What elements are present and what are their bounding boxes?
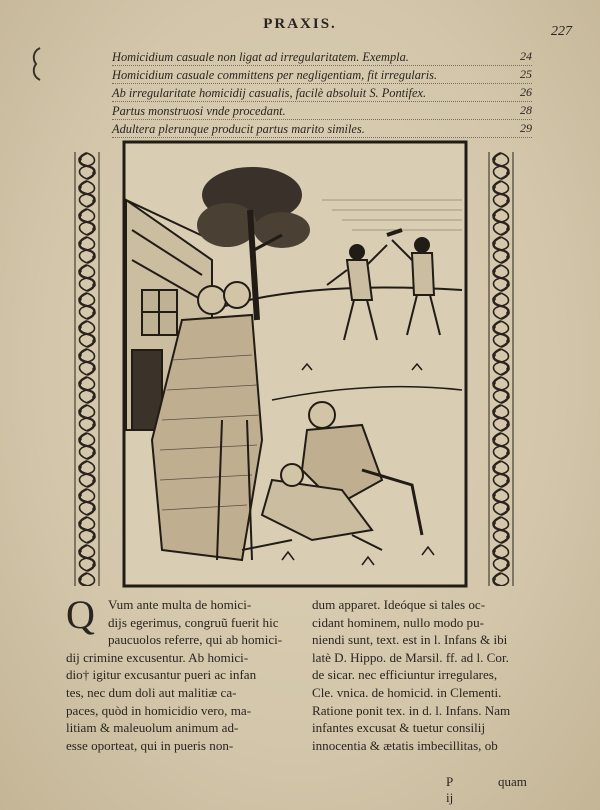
summary-page: 26	[520, 85, 532, 99]
text-line: dij crimine excusentur. Ab homici-	[66, 649, 249, 665]
ornamental-border-right	[488, 152, 514, 586]
summary-page: 25	[520, 67, 532, 81]
text-line: esse oporteat, qui in pueris non-	[66, 737, 234, 753]
text-line: paucuolos referre, qui ab homici-	[108, 632, 283, 648]
text-line: tes, nec dum doli aut malitiæ ca-	[66, 684, 237, 700]
text-line: cidant hominem, nullo modo pu-	[312, 614, 485, 630]
margin-bracket-mark	[30, 46, 42, 82]
text-line: Ratione ponit tex. in d. l. Infans. Nam	[312, 702, 511, 718]
summary-page: 28	[520, 103, 532, 117]
summary-item	[112, 66, 532, 84]
signature-mark: P ij	[446, 774, 454, 805]
summary-item	[112, 84, 532, 102]
text-line: litiam & maleuolum animum ad-	[66, 720, 239, 736]
summary-page: 29	[520, 121, 532, 135]
text-line: de sicar. nec efficiuntur irregulares,	[312, 667, 498, 683]
text-line: paces, quòd in homicidio vero, ma-	[66, 702, 252, 718]
summary-text: Ab irregularitate homicidij casualis, facilè absoluit S. Pontifex.	[112, 86, 427, 100]
catchword: quam	[498, 774, 527, 789]
summary-text: Homicidium casuale committens per negligentiam, fit irregularis.	[112, 68, 438, 82]
marginal-summary-list	[112, 48, 532, 138]
text-line: latè D. Hippo. de Marsil. ff. ad l. Cor.	[312, 649, 509, 665]
text-column-left	[66, 592, 294, 754]
summary-text: Partus monstruosi vnde procedant.	[112, 104, 286, 118]
text-line: infantes excusat & tuetur consilij	[312, 720, 486, 736]
text-line: innocentia & ætatis imbecillitas, ob	[312, 737, 498, 753]
drop-cap: Q	[66, 592, 95, 637]
text-line: dio† igitur excusantur pueri ac infan	[66, 667, 257, 683]
text-line: Vum ante multa de homici-	[108, 597, 252, 612]
text-line: Cle. vnica. de homicid. in Clementi.	[312, 684, 502, 700]
summary-page: 24	[520, 49, 532, 63]
ornamental-border-left	[74, 152, 100, 586]
summary-item	[112, 120, 532, 138]
summary-item	[112, 48, 532, 66]
running-title: PRAXIS.	[263, 16, 337, 32]
summary-text: Adultera plerunque producit partus marito similes.	[112, 122, 365, 136]
text-column-right	[312, 596, 542, 754]
summary-item	[112, 102, 532, 120]
summary-text: Homicidium casuale non ligat ad irregularitatem. Exempla.	[112, 50, 409, 64]
text-line: dum apparet. Ideóque si tales oc-	[312, 597, 486, 612]
page-number: 227	[551, 24, 572, 39]
woodcut-illustration	[122, 140, 468, 588]
text-line: niendi sunt, text. est in l. Infans & ibi	[312, 632, 508, 648]
text-line: dijs egerimus, congruũ fuerit hic	[108, 614, 279, 630]
